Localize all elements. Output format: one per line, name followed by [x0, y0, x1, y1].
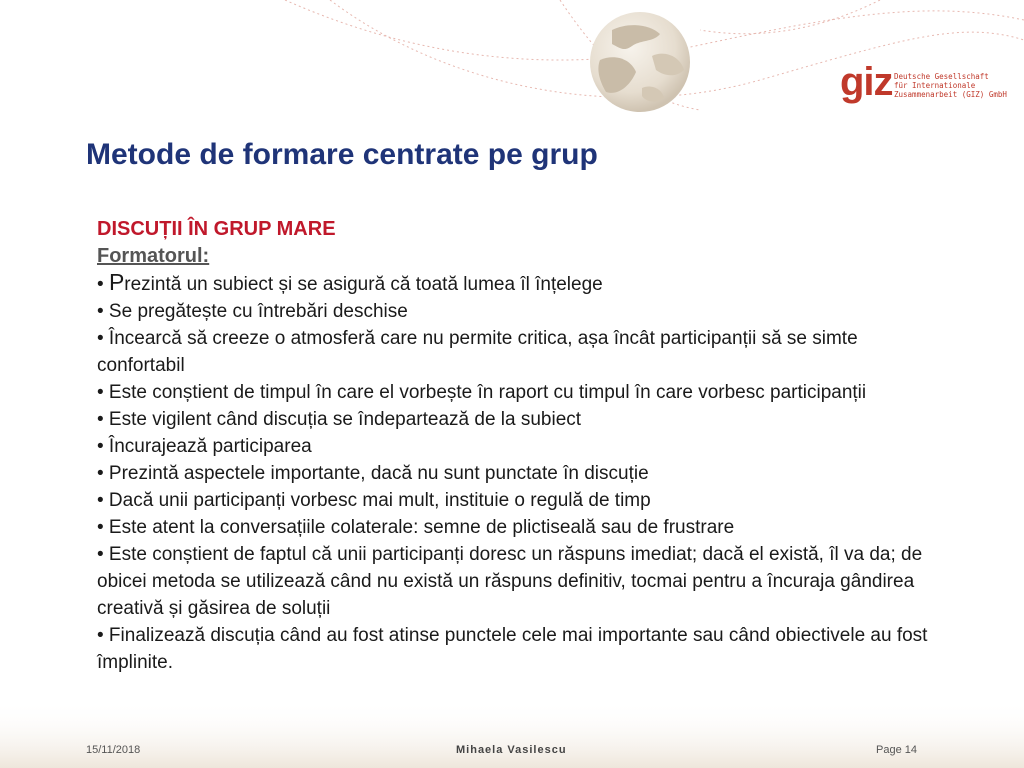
- bullet-item: • Încearcă să creeze o atmosferă care nu permite critica, așa încât participanții să se simte confortabil: [97, 328, 858, 376]
- bullet-list: [97, 298, 947, 676]
- bullet-text: rezintă un subiect și se asigură că toată lumea îl înțelege: [124, 274, 603, 295]
- bullet-item: • Este conștient de faptul că unii participanți doresc un răspuns imediat; dacă el există, îl va da; de obicei metoda se utilizează când nu există un răspuns definitiv, tocmai pentru a încuraja gândirea creativă și găsirea de soluții: [97, 544, 923, 619]
- bullet-item: • Este conștient de timpul în care el vorbește în raport cu timpul în care vorbesc participanții: [97, 382, 867, 403]
- globe-icon: [590, 12, 690, 112]
- section-heading: DISCUȚII ÎN GRUP MARE: [97, 218, 336, 240]
- bullet-item: • Este atent la conversațiile colaterale: semne de plictiseală sau de frustrare: [97, 517, 735, 538]
- bullet-item: • Prezintă un subiect și se asigură că toată lumea îl înțelege: [97, 269, 603, 295]
- logo-line-2: für Internationale: [894, 81, 976, 90]
- slide-content: [97, 215, 947, 676]
- bottom-shade: [0, 700, 1024, 768]
- bullet-item: • Finalizează discuția când au fost atinse punctele cele mai importante sau când obiectivele au fost împlinite.: [97, 625, 928, 673]
- logo-mark: giz: [840, 60, 893, 104]
- bullet-item: • Se pregătește cu întrebări deschise: [97, 301, 408, 322]
- bullet-item: • Încurajează participarea: [97, 436, 312, 457]
- footer-date: 15/11/2018: [86, 744, 141, 756]
- footer-author: Mihaela Vasilescu: [456, 744, 567, 756]
- slide-title: Metode de formare centrate pe grup: [86, 138, 598, 171]
- giz-logo: [840, 60, 1010, 108]
- footer-page-number: Page 14: [876, 744, 917, 756]
- bullet-item: • Prezintă aspectele importante, dacă nu sunt punctate în discuție: [97, 463, 649, 484]
- logo-line-1: Deutsche Gesellschaft: [894, 72, 989, 81]
- logo-line-3: Zusammenarbeit (GIZ) GmbH: [894, 90, 1007, 99]
- logo-text: [894, 72, 1007, 99]
- bullet-item: • Dacă unii participanți vorbesc mai mult, instituie o regulă de timp: [97, 490, 651, 511]
- bullet-item: • Este vigilent când discuția se îndepartează de la subiect: [97, 409, 582, 430]
- section-subheading: Formatorul:: [97, 245, 210, 267]
- bullet-initial: P: [108, 269, 125, 295]
